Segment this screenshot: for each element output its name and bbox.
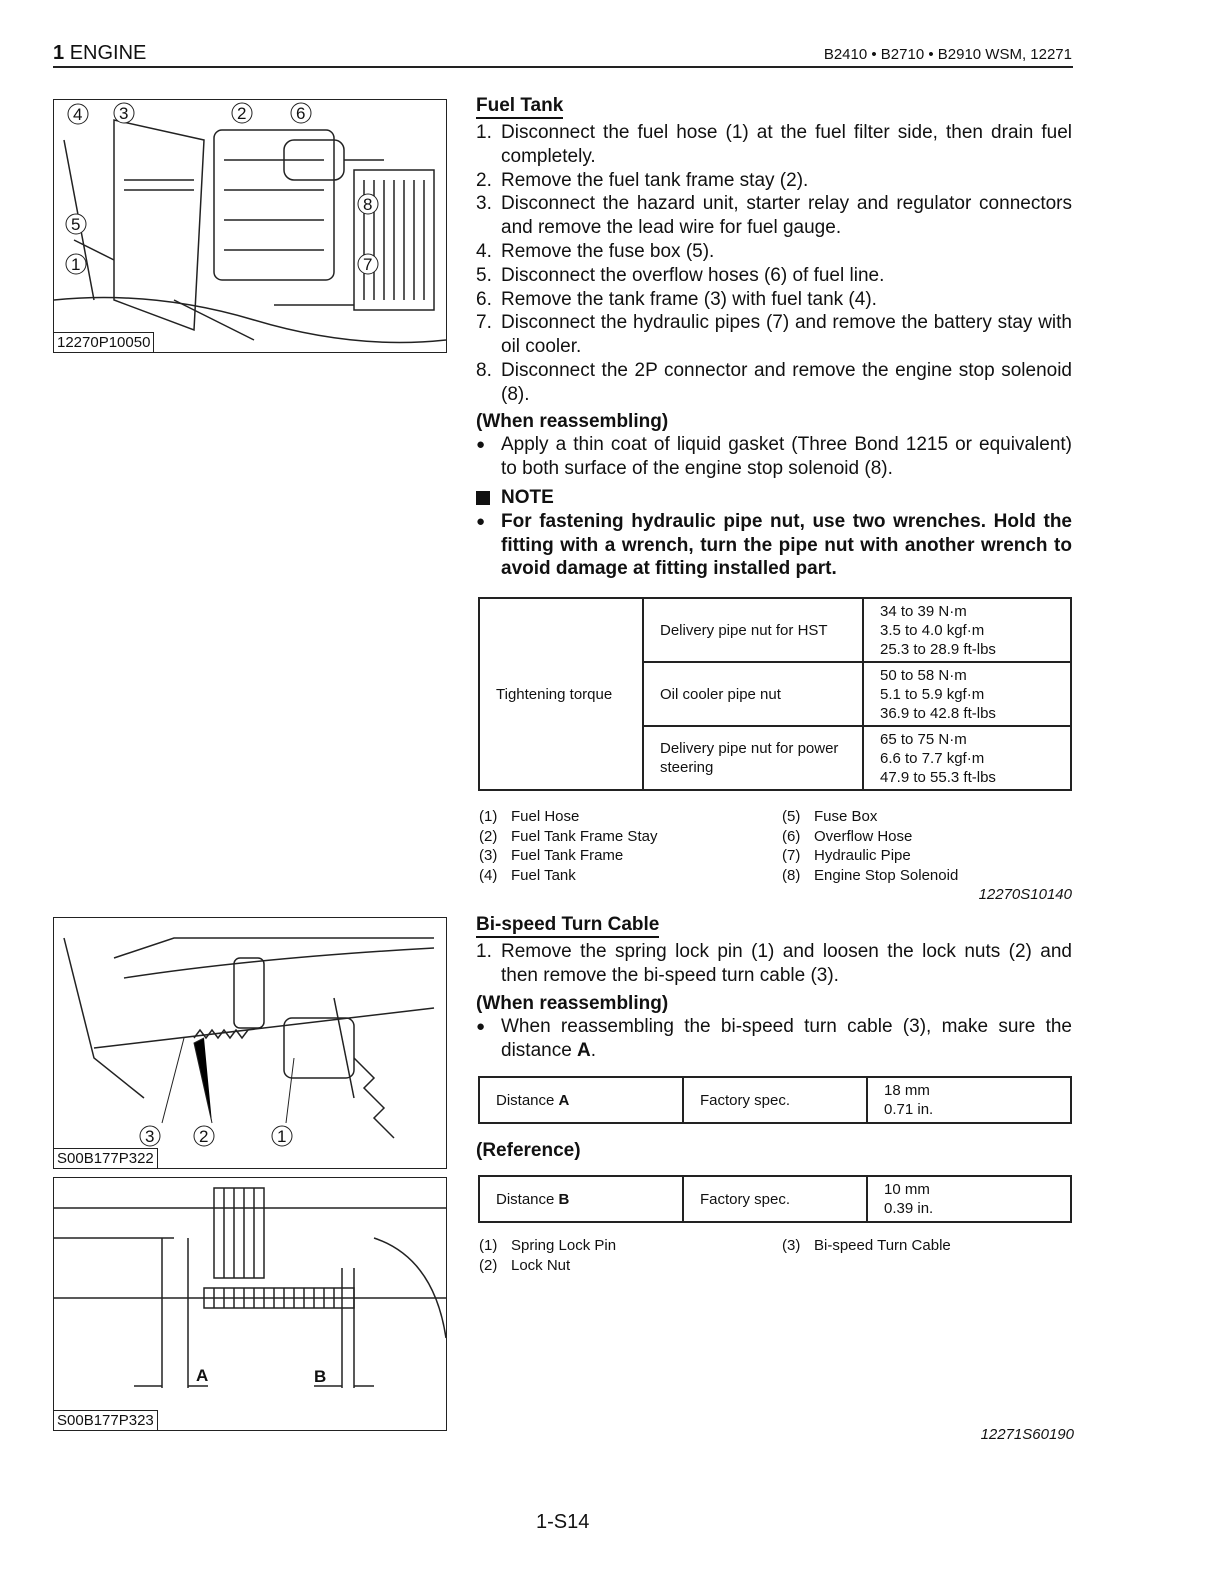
bullet-item: ● When reassembling the bi-speed turn cable (3), make sure the distance A.: [476, 1016, 1072, 1062]
callout-1: 1: [71, 255, 81, 274]
engine-illustration: [54, 100, 446, 352]
fuel-tank-section: [476, 94, 1072, 581]
callout-5: 5: [71, 215, 81, 234]
callout-3: 3: [145, 1127, 155, 1146]
torque-item: Delivery pipe nut for HST: [643, 598, 863, 662]
list-item: 1. Remove the spring lock pin (1) and loosen the lock nuts (2) and then remove the bi-speed turn cable (3).: [476, 941, 1072, 986]
bispeed-section: [476, 913, 1072, 1063]
bispeed-legend: (1) Spring Lock Pin (3) Bi-speed Turn Cable (2) Lock Nut: [479, 1237, 951, 1274]
distance-illustration: [54, 1178, 446, 1430]
engine-fuel-tank-figure: [53, 99, 447, 353]
bullet-icon: ●: [476, 1018, 486, 1036]
square-bullet-icon: [476, 491, 490, 505]
chapter-header: [53, 42, 146, 65]
figure-caption: S00B177P323: [54, 1410, 158, 1430]
note-item: ● For fastening hydraulic pipe nut, use two wrenches. Hold the fitting with a wrench, turn the pipe nut with another wrench to avoid damage at fitting installed part.: [476, 510, 1072, 580]
figure-caption: S00B177P322: [54, 1148, 158, 1168]
cable-illustration: [54, 918, 446, 1168]
steps-list: [476, 121, 1072, 407]
list-item: 6. Remove the tank frame (3) with fuel tank (4).: [476, 288, 877, 310]
bullet-icon: ●: [476, 436, 486, 454]
bullet-icon: ●: [476, 512, 486, 530]
subheading: (When reassembling): [476, 410, 669, 432]
label-distance-b: B: [314, 1367, 327, 1386]
list-item: 5. Disconnect the overflow hoses (6) of fuel line.: [476, 264, 885, 286]
callout-4: 4: [73, 105, 83, 124]
torque-item: Oil cooler pipe nut: [643, 662, 863, 726]
callout-2: 2: [199, 1127, 209, 1146]
list-item: 8. Disconnect the 2P connector and remove the engine stop solenoid (8).: [476, 359, 1072, 405]
callout-1: 1: [277, 1127, 287, 1146]
label-distance-a: A: [196, 1366, 209, 1385]
distance-b-spec-table: Distance B Factory spec. 10 mm 0.39 in.: [478, 1175, 1072, 1223]
bispeed-cable-figure: [53, 917, 447, 1169]
section-title: Fuel Tank: [476, 95, 563, 119]
callout-8: 8: [363, 195, 373, 214]
subheading: (When reassembling): [476, 992, 669, 1014]
page-number: 1-S14: [536, 1511, 590, 1533]
torque-table: Tightening torque Delivery pipe nut for HST 34 to 39 N·m 3.5 to 4.0 kgf·m 25.3 to 28.9 ft-lbs Oil cooler pipe nut 50 to 58 N·m 5.1 to 5.9 kgf·m 36.9 to 42.8 ft-lbs Delivery pipe nut for power steering 65 to 75 N·m 6.6 to 7.7 kgf·m 47.9 to 55.3 ft-lbs: [478, 597, 1072, 791]
list-item: 3. Disconnect the hazard unit, starter relay and regulator connectors and remove the lead wire for fuel gauge.: [476, 193, 1072, 239]
document-id: B2410 • B2710 • B2910 WSM, 12271: [823, 46, 1072, 63]
callout-6: 6: [296, 104, 306, 123]
reference-heading: (Reference): [476, 1140, 581, 1161]
bullet-item: ● Apply a thin coat of liquid gasket (Three Bond 1215 or equivalent) to both surface of the engine stop solenoid (8).: [476, 434, 1072, 480]
torque-item: Delivery pipe nut for power steering: [643, 726, 863, 790]
header-rule: [53, 66, 1073, 68]
cable-distance-figure: [53, 1177, 447, 1431]
chapter-title: ENGINE: [69, 42, 147, 64]
list-item: 7. Disconnect the hydraulic pipes (7) and remove the battery stay with oil cooler.: [476, 312, 1072, 358]
section-title: Bi-speed Turn Cable: [476, 914, 659, 938]
torque-label: Tightening torque: [479, 598, 643, 790]
list-item: 4. Remove the fuse box (5).: [476, 240, 715, 262]
reference-code: 12270S10140: [978, 886, 1072, 903]
callout-7: 7: [363, 255, 373, 274]
callout-2: 2: [237, 104, 247, 123]
distance-a-spec-table: Distance A Factory spec. 18 mm 0.71 in.: [478, 1076, 1072, 1124]
reference-code: 12271S60190: [980, 1426, 1074, 1443]
list-item: 2. Remove the fuel tank frame stay (2).: [476, 169, 809, 191]
callout-3: 3: [119, 104, 129, 123]
note-heading: NOTE: [476, 486, 1072, 510]
list-item: 1. Disconnect the fuel hose (1) at the fuel filter side, then drain fuel completely.: [476, 122, 1072, 167]
chapter-number: 1: [53, 42, 65, 64]
fuel-tank-legend: (1) Fuel Hose (5) Fuse Box (2) Fuel Tank Frame Stay (6) Overflow Hose (3) Fuel Tank Frame (7) Hydraulic Pipe (4) Fuel Tank (8) Engine Stop Solenoid: [479, 808, 959, 885]
figure-caption: 12270P10050: [54, 332, 154, 352]
